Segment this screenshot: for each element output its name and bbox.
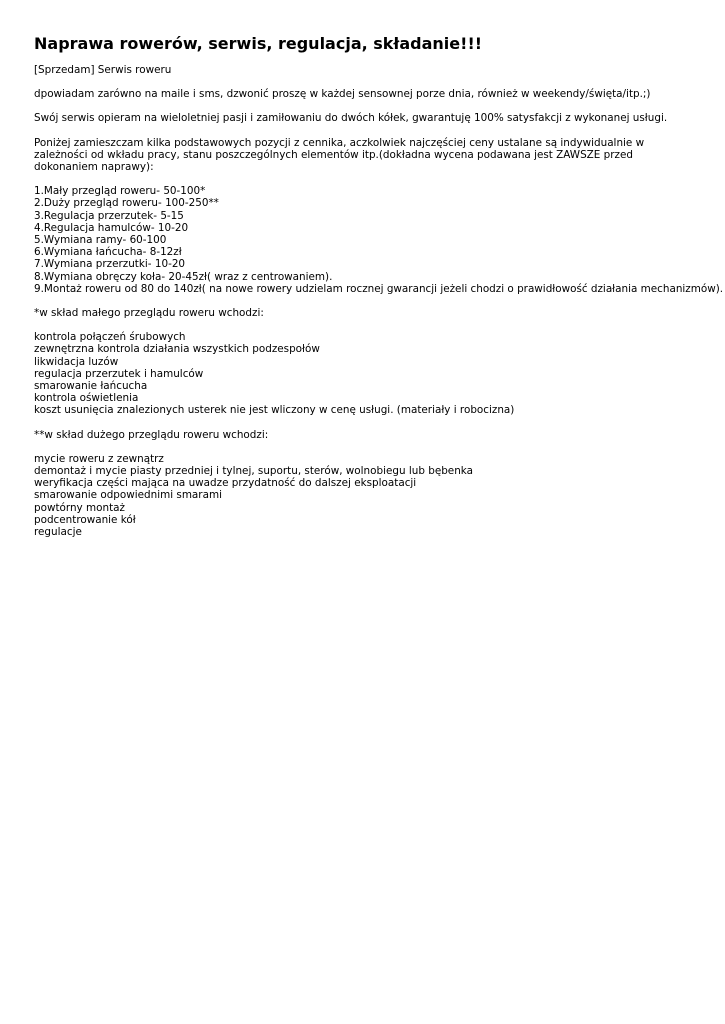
large-service-item: mycie roweru z zewnątrz bbox=[34, 452, 164, 465]
small-service-item: kontrola połączeń śrubowych bbox=[34, 331, 186, 344]
large-service-item: smarowanie odpowiednimi smarami bbox=[34, 489, 222, 502]
contact-paragraph: dpowiadam zarówno na maile i sms, dzwonić proszę w każdej sensownej porze dnia, również w weekendy/święta/itp.;) bbox=[34, 88, 651, 101]
large-service-list bbox=[34, 453, 694, 538]
small-service-item: smarowanie łańcucha bbox=[34, 380, 148, 393]
large-service-item: podcentrowanie kół bbox=[34, 513, 136, 526]
large-service-item: powtórny montaż bbox=[34, 501, 125, 514]
small-service-list bbox=[34, 331, 694, 416]
price-list-item: 8.Wymiana obręczy koła- 20-45zł( wraz z centrowaniem). bbox=[34, 270, 333, 283]
price-list bbox=[34, 185, 724, 295]
document-page bbox=[34, 34, 724, 550]
service-intro-paragraph: Swój serwis opieram na wieloletniej pasji i zamiłowaniu do dwóch kółek, gwarantuję 100% satysfakcji z wykonanej usługi. bbox=[34, 112, 668, 125]
price-list-item: 6.Wymiana łańcucha- 8-12zł bbox=[34, 246, 182, 259]
small-service-heading: *w skład małego przeglądu roweru wchodzi: bbox=[34, 307, 264, 320]
large-service-heading: **w skład dużego przeglądu roweru wchodzi: bbox=[34, 428, 269, 441]
small-service-item: koszt usunięcia znalezionych usterek nie jest wliczony w cenę usługi. (materiały i robocizna) bbox=[34, 404, 515, 417]
category-line: [Sprzedam] Serwis roweru bbox=[34, 64, 172, 76]
small-service-item: likwidacja luzów bbox=[34, 355, 119, 368]
price-list-item: 2.Duży przegląd roweru- 100-250** bbox=[34, 197, 219, 210]
small-service-item: regulacja przerzutek i hamulców bbox=[34, 367, 204, 380]
page-title: Naprawa rowerów, serwis, regulacja, składanie!!! bbox=[34, 34, 483, 53]
price-intro-paragraph: Poniżej zamieszczam kilka podstawowych pozycji z cennika, aczkolwiek najczęściej ceny ustalane są indywidualnie w zależności od wkładu pracy, stanu poszczególnych elementów itp.(dokładna wycena podawana jest ZAWSZE przed dokonaniem naprawy): bbox=[34, 136, 645, 174]
small-service-item: kontrola oświetlenia bbox=[34, 392, 139, 405]
large-service-item: regulacje bbox=[34, 526, 82, 539]
price-list-item: 1.Mały przegląd roweru- 50-100* bbox=[34, 185, 206, 198]
large-service-item: demontaż i mycie piasty przedniej i tylnej, suportu, sterów, wolnobiegu lub bębenka bbox=[34, 465, 473, 478]
large-service-item: weryfikacja części mająca na uwadze przydatność do dalszej eksploatacji bbox=[34, 477, 417, 490]
price-list-item: 9.Montaż roweru od 80 do 140zł( na nowe rowery udzielam rocznej gwarancji jeżeli chodzi o prawidłowość działania mechanizmów). bbox=[34, 282, 724, 295]
price-list-item: 4.Regulacja hamulców- 10-20 bbox=[34, 221, 189, 234]
price-list-item: 5.Wymiana ramy- 60-100 bbox=[34, 234, 167, 247]
price-list-item: 3.Regulacja przerzutek- 5-15 bbox=[34, 209, 184, 222]
price-list-item: 7.Wymiana przerzutki- 10-20 bbox=[34, 258, 186, 271]
small-service-item: zewnętrzna kontrola działania wszystkich podzespołów bbox=[34, 343, 320, 356]
